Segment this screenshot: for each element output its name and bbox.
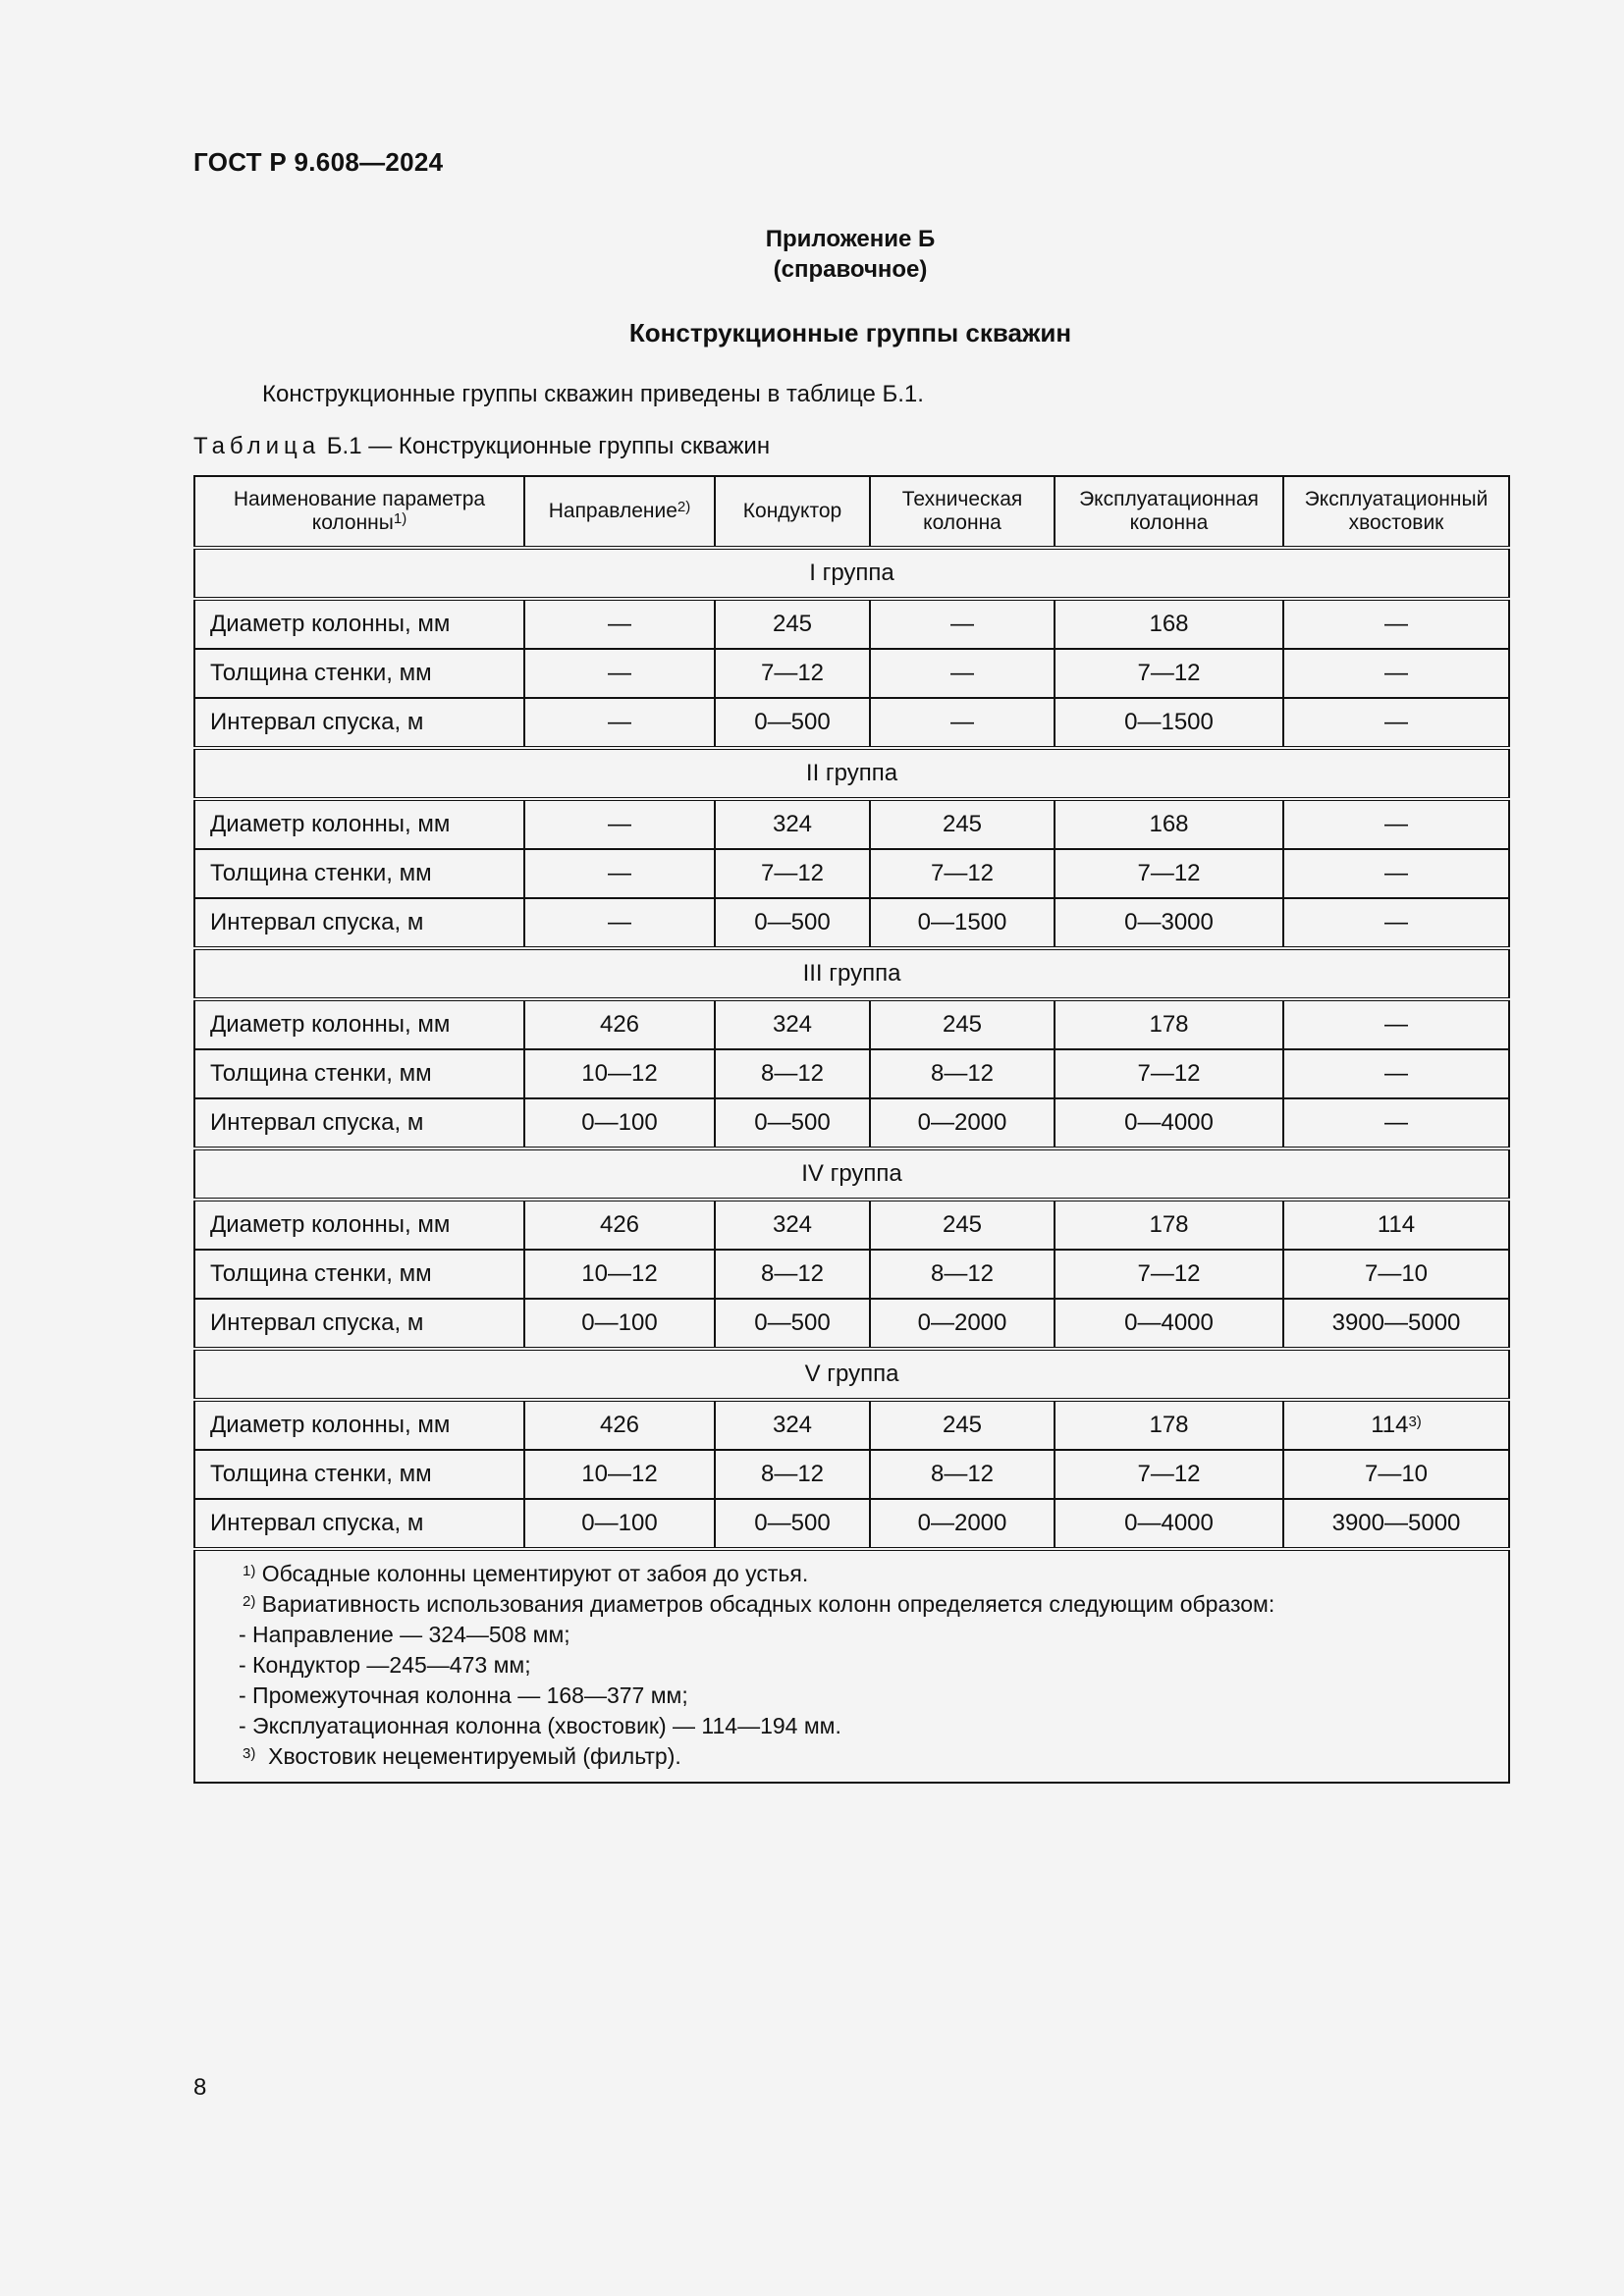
group-name: IV группа [194,1148,1509,1200]
cell-value: 7—12 [1137,1260,1201,1287]
column-header [194,476,524,548]
footnote-text: Хвостовик нецементируемый (фильтр). [255,1743,681,1769]
table-caption-text: Б.1 — Конструкционные группы скважин [320,433,771,459]
cell-value: — [1384,1109,1408,1136]
group-name: II группа [194,748,1509,799]
table-cell [1055,1299,1283,1349]
table-cell [1055,849,1283,898]
cell-value: 10—12 [581,1260,658,1287]
group-name: III группа [194,948,1509,999]
table-row [194,1200,1509,1250]
table-cell [870,1098,1055,1148]
table-cell [1283,1299,1509,1349]
cell-value: 7—12 [1137,660,1201,686]
column-header-label: Эксплуатационная колонна [1079,488,1259,534]
table-cell [1283,1200,1509,1250]
table-cell [524,799,715,849]
cell-value: 0—500 [754,1510,831,1536]
cell-value: 0—4000 [1124,1510,1214,1536]
group-row [194,748,1509,799]
table-cell [1283,1250,1509,1299]
column-header-label: Техническая колонна [901,488,1023,534]
parameter-name: Толщина стенки, мм [194,849,524,898]
cell-value: 0—1500 [1124,709,1214,735]
column-header-label: Направление [548,500,677,522]
table-row [194,698,1509,748]
table-row [194,849,1509,898]
cell-value: 7—12 [1137,1060,1201,1087]
table-cell [870,1450,1055,1499]
table-cell [715,1049,870,1098]
parameter-name: Диаметр колонны, мм [194,999,524,1049]
cell-value: 8—12 [760,1260,825,1287]
table-cell [524,1098,715,1148]
table-cell [1283,1049,1509,1098]
cell-value: 7—12 [1137,860,1201,886]
table-cell [1055,1098,1283,1148]
table-cell [1055,999,1283,1049]
table-cell [870,1499,1055,1549]
cell-value: — [1384,811,1408,837]
footnote-line [243,1589,1508,1620]
table-cell [524,1499,715,1549]
cell-value: 178 [1149,1412,1189,1438]
footnote-text: - Эксплуатационная колонна (хвостовик) — 114—194 мм. [239,1713,841,1738]
cell-value: 0—500 [754,1309,831,1336]
cell-value: 0—500 [754,709,831,735]
table-cell [870,1250,1055,1299]
footnote-line [243,1741,1508,1772]
cell-value: 10—12 [581,1461,658,1487]
table-cell [524,1400,715,1450]
cell-value: 114 [1371,1412,1409,1438]
column-header [715,476,870,548]
cell-value: 8—12 [760,1461,825,1487]
cell-value: 426 [599,1412,640,1438]
cell-value: — [608,811,631,837]
parameter-name: Толщина стенки, мм [194,1049,524,1098]
table-cell [1055,1049,1283,1098]
cell-value: 178 [1149,1211,1189,1238]
table-row [194,1250,1509,1299]
cell-value: 3900—5000 [1331,1510,1461,1536]
footnote-line [239,1650,1508,1681]
cell-value: 168 [1149,611,1189,637]
table-cell [715,599,870,649]
cell-value: — [608,860,631,886]
cell-value: 0—4000 [1124,1309,1214,1336]
table-cell [1283,698,1509,748]
table-cell [715,1200,870,1250]
table-cell [524,1299,715,1349]
table-cell [1283,599,1509,649]
table-cell [524,999,715,1049]
table-cell [715,1499,870,1549]
appendix-subtitle: (справочное) [773,256,928,283]
parameter-name: Диаметр колонны, мм [194,599,524,649]
cell-value: — [608,709,631,735]
column-header [1283,476,1509,548]
cell-value: — [950,660,974,686]
table-cell [870,599,1055,649]
table-row [194,599,1509,649]
cell-value: — [950,709,974,735]
cell-value: 426 [599,1011,640,1038]
table-caption [193,433,770,460]
table-cell [1283,1098,1509,1148]
cell-value: 8—12 [930,1461,995,1487]
table-row [194,649,1509,698]
table-cell [715,698,870,748]
table-cell [1055,1499,1283,1549]
table-cell [524,1200,715,1250]
well-groups-table [193,475,1510,1784]
table-cell [524,1049,715,1098]
cell-value: 178 [1149,1011,1189,1038]
footnote-marker: 1) [393,510,407,527]
group-row [194,1148,1509,1200]
parameter-name: Диаметр колонны, мм [194,1200,524,1250]
footnote-text: Вариативность использования диаметров обсадных колонн определяется следующим образом: [255,1591,1275,1617]
table-cell [1283,1450,1509,1499]
table-cell [524,1250,715,1299]
footnote-line [243,1559,1508,1589]
intro-paragraph: Конструкционные группы скважин приведены в таблице Б.1. [262,381,924,407]
table-cell [715,898,870,948]
table-cell [870,799,1055,849]
cell-value: 245 [772,611,813,637]
cell-value: 0—100 [581,1309,658,1336]
table-cell [1055,1400,1283,1450]
footnote-text: - Промежуточная колонна — 168—377 мм; [239,1682,688,1708]
section-title: Конструкционные группы скважин [628,318,1072,347]
table-cell [715,1299,870,1349]
footnote-marker: 3) [1408,1414,1422,1430]
footnote-line [239,1620,1508,1650]
table-cell [524,698,715,748]
parameter-name: Интервал спуска, м [194,898,524,948]
table-cell [870,1200,1055,1250]
cell-value: 8—12 [930,1260,995,1287]
cell-value: — [1384,860,1408,886]
cell-value: 245 [942,1011,983,1038]
table-cell [715,649,870,698]
footnote-marker: 2) [243,1593,256,1610]
table-row [194,1049,1509,1098]
parameter-name: Интервал спуска, м [194,1098,524,1148]
table-cell [1055,898,1283,948]
cell-value: 7—12 [760,660,825,686]
parameter-name: Толщина стенки, мм [194,649,524,698]
table-notes [194,1549,1509,1783]
table-cell [1055,599,1283,649]
cell-value: 0—4000 [1124,1109,1214,1136]
table-cell [1283,898,1509,948]
column-header-label: Кондуктор [742,500,842,522]
cell-value: 8—12 [760,1060,825,1087]
cell-value: 168 [1149,811,1189,837]
cell-value: 426 [599,1211,640,1238]
cell-value: 245 [942,1412,983,1438]
footnote-marker: 1) [243,1563,256,1579]
footnote-marker: 2) [677,499,691,515]
cell-value: 324 [772,1011,813,1038]
page-number: 8 [193,2074,207,2101]
table-cell [524,849,715,898]
table-cell [1055,649,1283,698]
table-cell [1283,849,1509,898]
table-cell [1055,799,1283,849]
cell-value: 7—12 [760,860,825,886]
column-header [1055,476,1283,548]
table-cell [870,649,1055,698]
cell-value: 245 [942,1211,983,1238]
table-caption-prefix: Таблица [193,433,321,459]
cell-value: 0—1500 [917,909,1007,935]
parameter-name: Толщина стенки, мм [194,1250,524,1299]
table-cell [870,1400,1055,1450]
parameter-name: Интервал спуска, м [194,1299,524,1349]
parameter-name: Интервал спуска, м [194,698,524,748]
cell-value: 8—12 [930,1060,995,1087]
table-cell [524,599,715,649]
footnote-line [239,1681,1508,1711]
column-header-label: Наименование параметра колонны [233,488,486,534]
table-row [194,999,1509,1049]
footnote-text: - Кондуктор —245—473 мм; [239,1652,531,1678]
document-code: ГОСТ Р 9.608—2024 [193,147,444,177]
group-name: I группа [194,548,1509,599]
notes-row [194,1549,1509,1783]
group-row [194,548,1509,599]
cell-value: — [608,660,631,686]
table-cell [1283,1499,1509,1549]
cell-value: 0—100 [581,1109,658,1136]
cell-value: — [1384,709,1408,735]
table-cell [1055,1450,1283,1499]
cell-value: 0—500 [754,1109,831,1136]
table-cell [1283,799,1509,849]
table-body [194,548,1509,1783]
cell-value: — [1384,909,1408,935]
cell-value: 7—12 [1137,1461,1201,1487]
table-cell [715,999,870,1049]
column-header-label: Эксплуатационный хвостовик [1304,488,1489,534]
table-row [194,1400,1509,1450]
footnote-marker: 3) [243,1745,256,1762]
table-cell [870,698,1055,748]
table-cell [715,1450,870,1499]
cell-value: — [1384,1011,1408,1038]
table-cell [1055,1250,1283,1299]
group-row [194,948,1509,999]
table-cell [1283,999,1509,1049]
cell-value: 3900—5000 [1331,1309,1461,1336]
table-cell [870,1299,1055,1349]
cell-value: 0—2000 [917,1109,1007,1136]
cell-value: — [1384,611,1408,637]
column-header [870,476,1055,548]
group-name: V группа [194,1349,1509,1400]
group-row [194,1349,1509,1400]
cell-value: 10—12 [581,1060,658,1087]
cell-value: — [1384,660,1408,686]
table-row [194,898,1509,948]
table-cell [524,1450,715,1499]
table-cell [870,999,1055,1049]
table-row [194,1098,1509,1148]
table-cell [715,849,870,898]
table-cell [715,1098,870,1148]
table-cell [524,898,715,948]
cell-value: — [1384,1060,1408,1087]
cell-value: 0—2000 [917,1510,1007,1536]
table-cell [1055,698,1283,748]
appendix-title: Приложение Б [765,226,936,252]
cell-value: 7—12 [930,860,995,886]
table-cell [1283,649,1509,698]
table-cell [870,849,1055,898]
parameter-name: Диаметр колонны, мм [194,1400,524,1450]
table-header-row [194,476,1509,548]
footnote-line [239,1711,1508,1741]
cell-value: 324 [772,1211,813,1238]
appendix-heading [193,224,1507,285]
cell-value: 324 [772,811,813,837]
table-cell [524,649,715,698]
table-cell [1055,1200,1283,1250]
table-cell [870,1049,1055,1098]
parameter-name: Толщина стенки, мм [194,1450,524,1499]
cell-value: 0—100 [581,1510,658,1536]
table-row [194,799,1509,849]
cell-value: 114 [1377,1211,1416,1238]
parameter-name: Интервал спуска, м [194,1499,524,1549]
parameter-name: Диаметр колонны, мм [194,799,524,849]
cell-value: — [950,611,974,637]
table-cell [715,1250,870,1299]
table-row [194,1299,1509,1349]
cell-value: 245 [942,811,983,837]
cell-value: — [608,611,631,637]
cell-value: 7—10 [1364,1260,1429,1287]
table-row [194,1499,1509,1549]
footnote-text: Обсадные колонны цементируют от забоя до устья. [255,1561,809,1586]
cell-value: — [608,909,631,935]
cell-value: 0—2000 [917,1309,1007,1336]
table-cell [1283,1400,1509,1450]
cell-value: 324 [772,1412,813,1438]
table-cell [715,1400,870,1450]
cell-value: 7—10 [1364,1461,1429,1487]
column-header [524,476,715,548]
cell-value: 0—3000 [1124,909,1214,935]
table-row [194,1450,1509,1499]
footnote-text: - Направление — 324—508 мм; [239,1622,570,1647]
table-cell [870,898,1055,948]
cell-value: 0—500 [754,909,831,935]
table-cell [715,799,870,849]
